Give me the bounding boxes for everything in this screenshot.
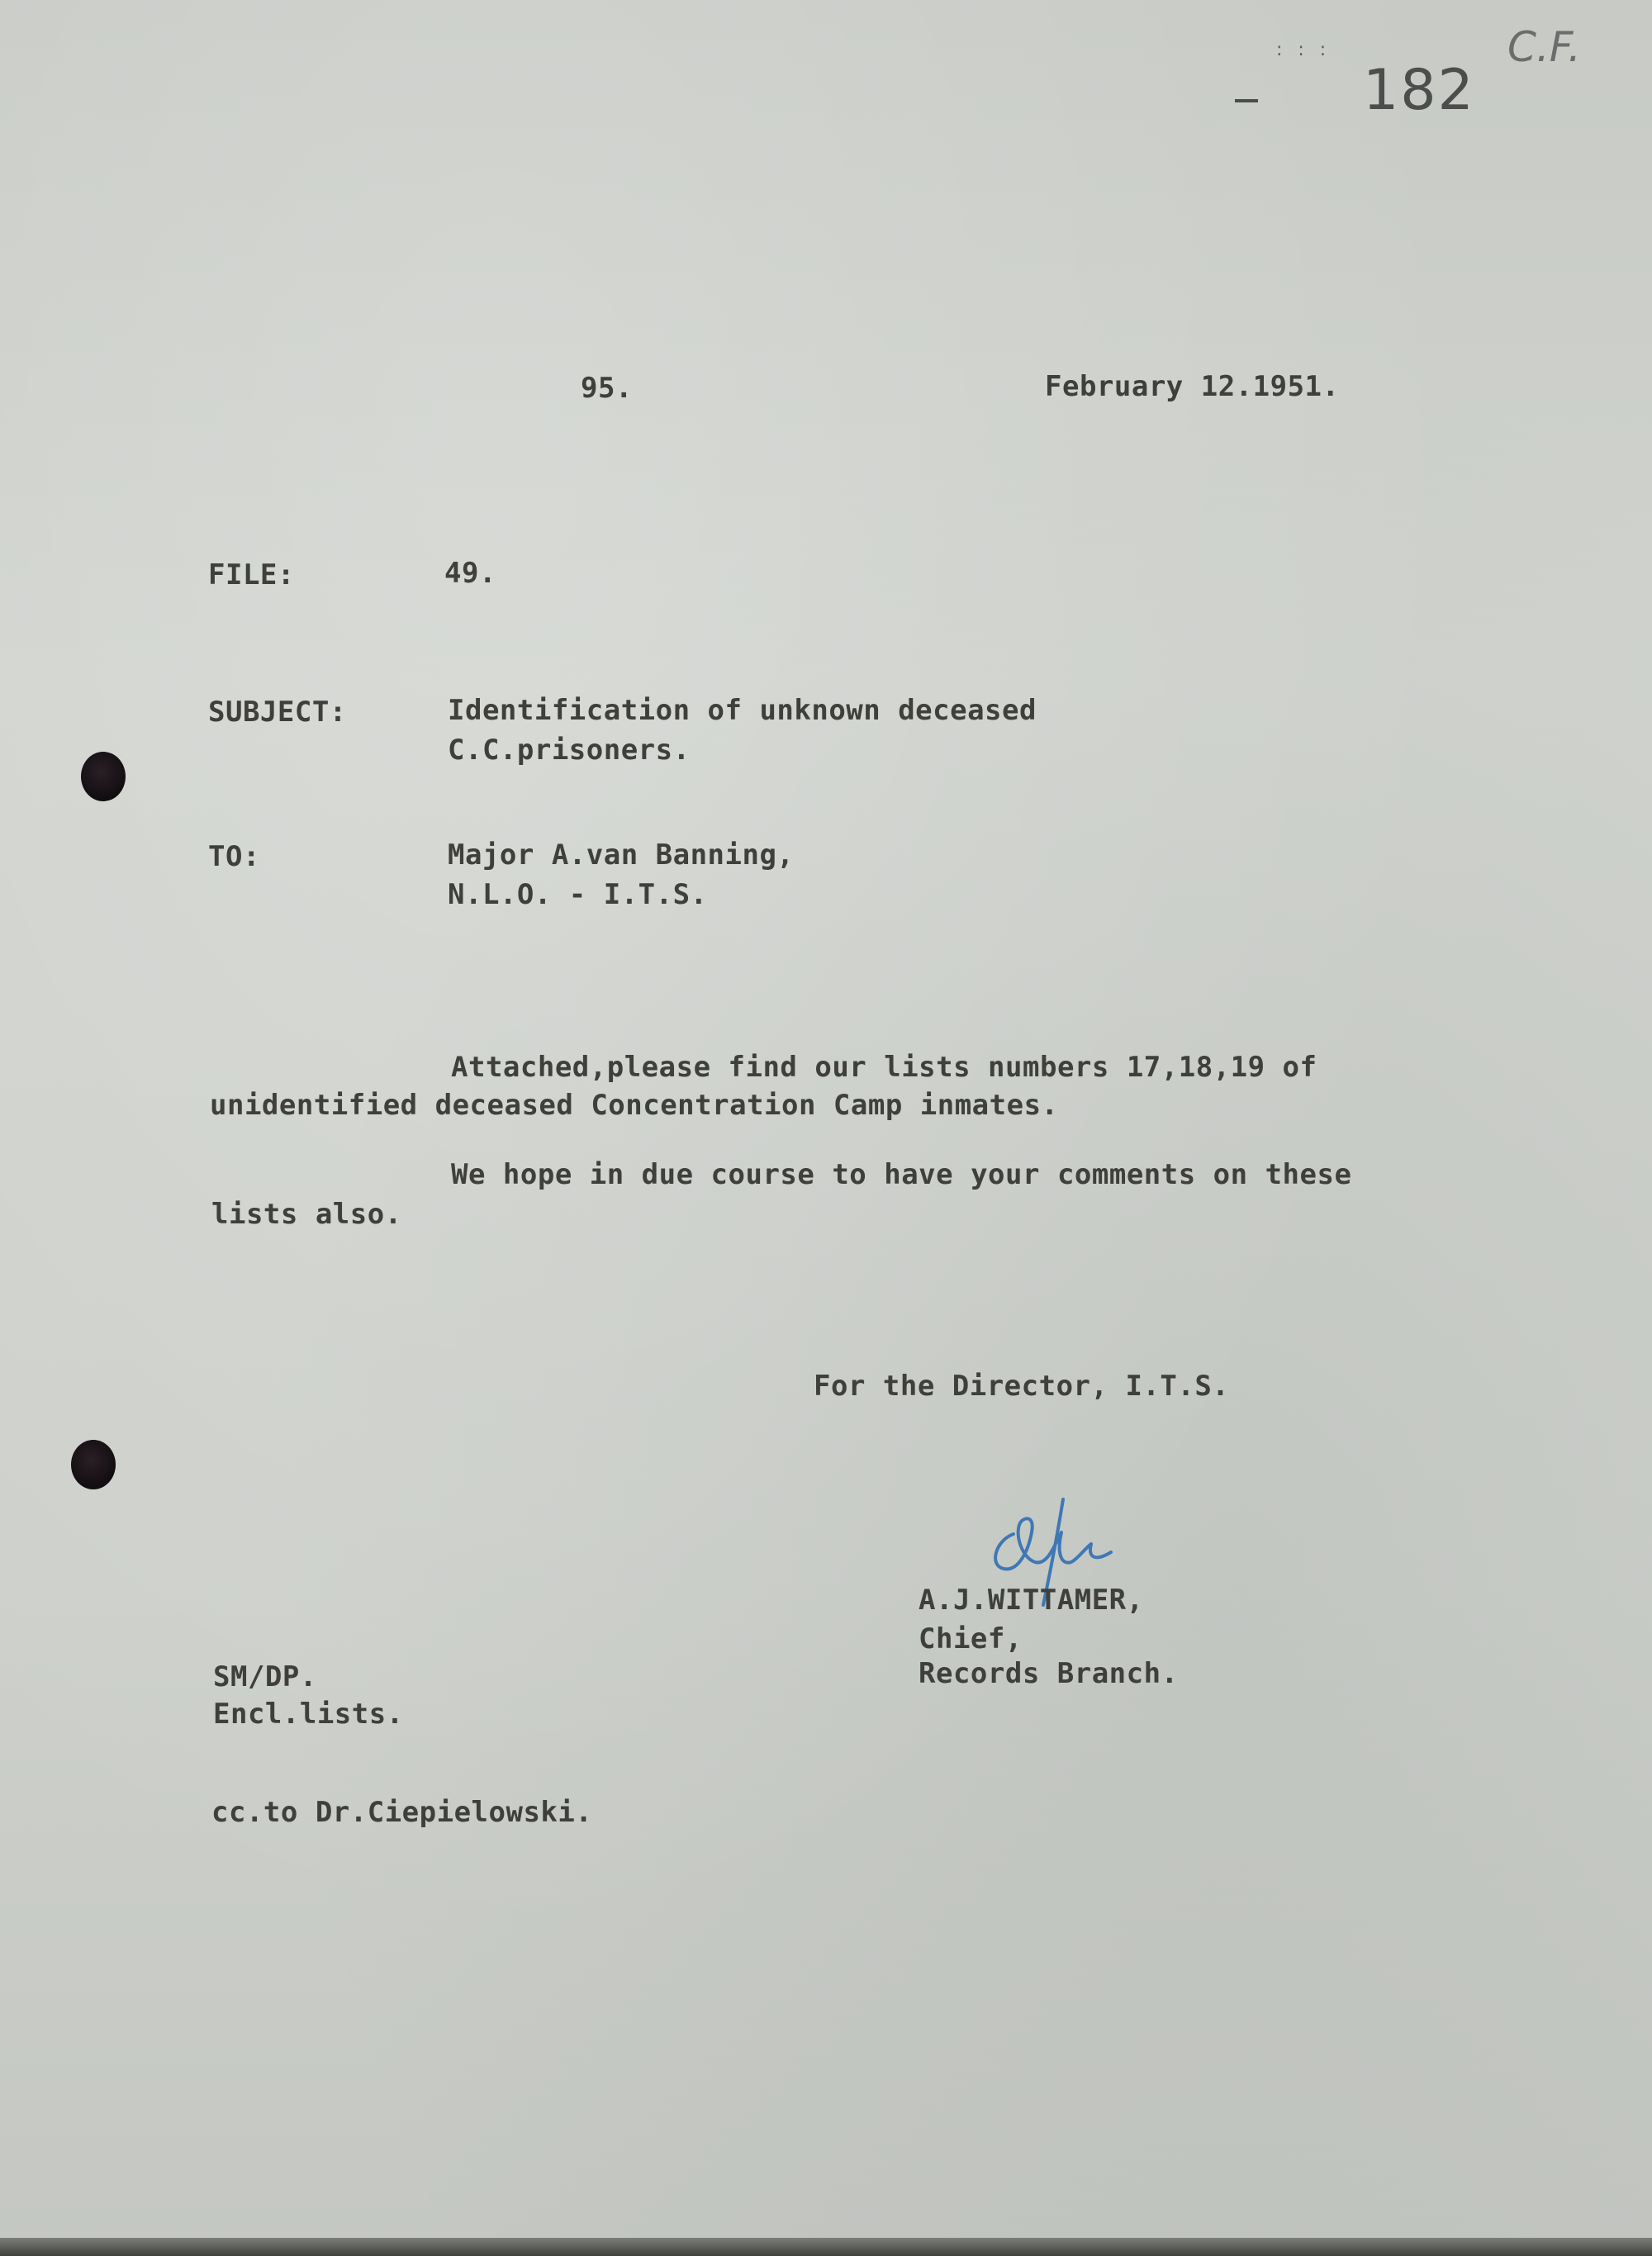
reference-number: 95. [581,372,633,405]
letter-date: February 12.1951. [1045,370,1340,403]
body-paragraph-2-line-2: lists also. [211,1198,402,1231]
to-label: TO: [208,840,260,873]
scan-bottom-edge [0,2238,1652,2256]
signatory-title: Chief, [919,1622,1023,1655]
handwritten-cf: C.F. [1507,23,1582,71]
body-paragraph-1-line-1: Attached,please find our lists numbers 17,18,19 of [451,1051,1317,1084]
typist-initials: SM/DP. [213,1660,317,1693]
punch-hole-top [81,752,126,801]
body-paragraph-2-line-1: We hope in due course to have your comments on these [451,1158,1352,1191]
signatory-name: A.J.WITTAMER, [919,1584,1144,1617]
closing-line: For the Director, I.T.S. [814,1370,1230,1403]
stamp-dots: : : : [1276,40,1332,60]
file-value: 49. [444,557,496,590]
to-line-1: Major A.van Banning, [448,838,795,872]
body-paragraph-1-line-2: unidentified deceased Concentration Camp inmates. [210,1089,1059,1122]
subject-label: SUBJECT: [208,696,347,729]
enclosure-note: Encl.lists. [213,1698,404,1731]
subject-line-1: Identification of unknown deceased [448,694,1037,727]
punch-hole-bottom [71,1440,116,1489]
copy-to-line: cc.to Dr.Ciepielowski. [211,1796,593,1829]
stamped-page-number: 182 [1363,58,1475,123]
stamp-dash [1235,99,1258,102]
signatory-department: Records Branch. [919,1657,1179,1690]
to-line-2: N.L.O. - I.T.S. [448,878,708,911]
subject-line-2: C.C.prisoners. [448,734,691,767]
file-label: FILE: [208,558,295,591]
